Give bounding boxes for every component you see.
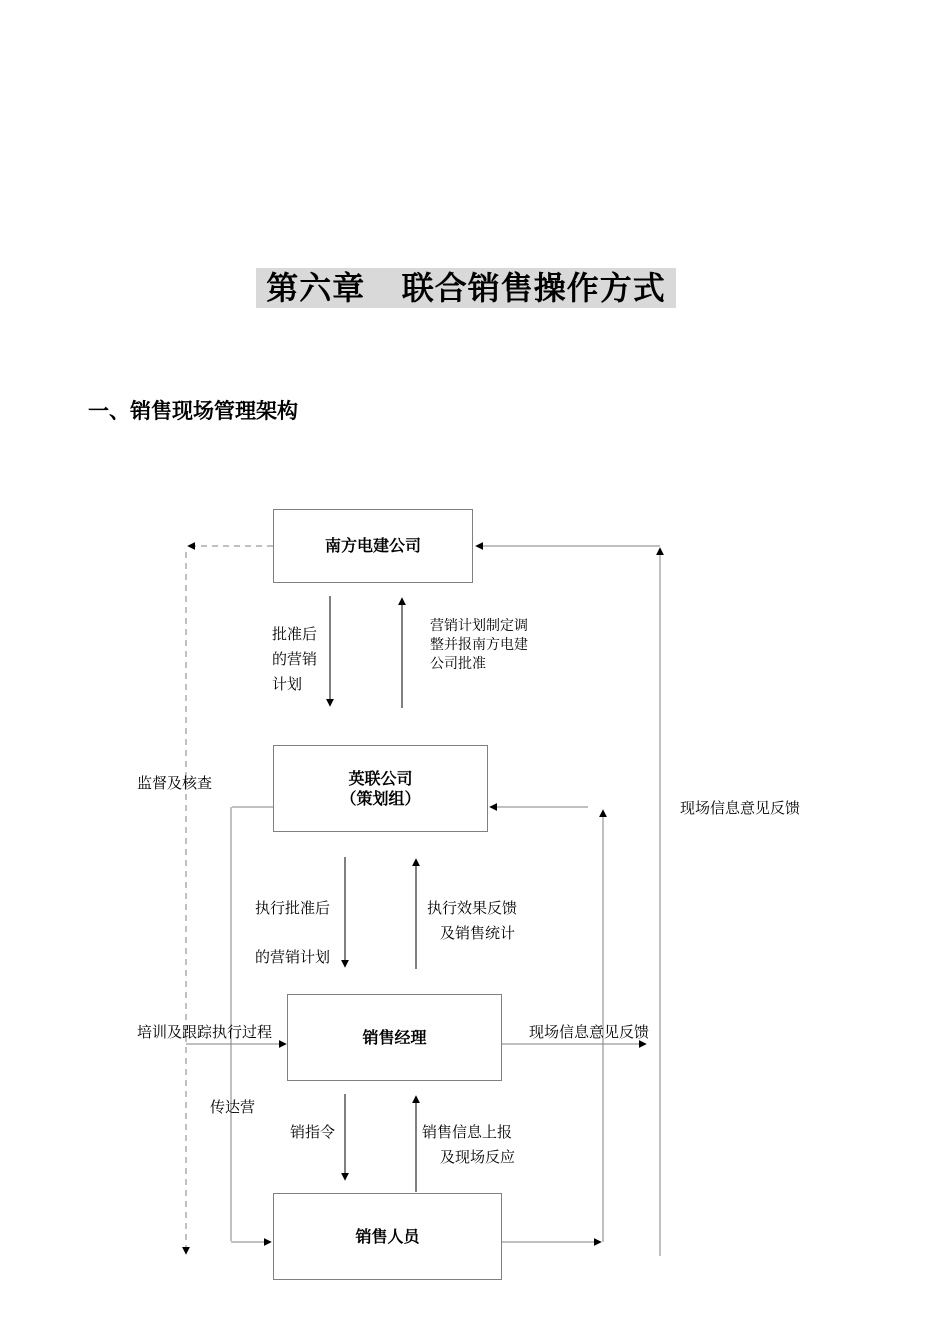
label-convey-2: 销指令 <box>290 1123 336 1141</box>
label-onsite-feedback-mid: 现场信息意见反馈 <box>529 1023 650 1041</box>
label-effect-feedback-2: 及销售统计 <box>440 924 516 942</box>
box-nanfang-label: 南方电建公司 <box>324 536 421 555</box>
box-sales-staff <box>273 1193 502 1280</box>
box-nanfang <box>273 509 473 583</box>
box-sales-staff-label: 销售人员 <box>355 1226 420 1246</box>
label-sales-report-2: 及现场反应 <box>440 1148 516 1166</box>
label-plan-adjust-1: 营销计划制定调 <box>430 618 528 634</box>
box-yinglian-label: 英联公司 <box>348 768 413 788</box>
label-approved-plan-1: 批准后 <box>272 625 318 643</box>
box-yinglian-sublabel: （策划组） <box>340 788 421 808</box>
label-supervise: 监督及核查 <box>137 774 213 792</box>
label-execute-plan-2: 的营销计划 <box>255 948 331 966</box>
box-sales-manager-label: 销售经理 <box>362 1027 427 1047</box>
label-sales-report-1: 销售信息上报 <box>422 1123 513 1141</box>
section-heading: 一、销售现场管理架构 <box>88 399 298 423</box>
label-training: 培训及跟踪执行过程 <box>137 1023 273 1041</box>
label-execute-plan-1: 执行批准后 <box>255 899 331 917</box>
label-convey-1: 传达营 <box>210 1098 256 1116</box>
box-yinglian <box>273 745 488 832</box>
label-onsite-feedback-right: 现场信息意见反馈 <box>680 799 801 817</box>
label-plan-adjust-3: 公司批准 <box>430 656 486 672</box>
label-approved-plan-3: 计划 <box>272 675 303 693</box>
label-approved-plan-2: 的营销 <box>272 650 318 668</box>
label-plan-adjust-2: 整并报南方电建 <box>430 637 528 653</box>
label-effect-feedback-1: 执行效果反馈 <box>427 899 518 917</box>
box-sales-manager <box>287 994 502 1081</box>
chapter-title: 第六章 联合销售操作方式 <box>256 268 676 308</box>
